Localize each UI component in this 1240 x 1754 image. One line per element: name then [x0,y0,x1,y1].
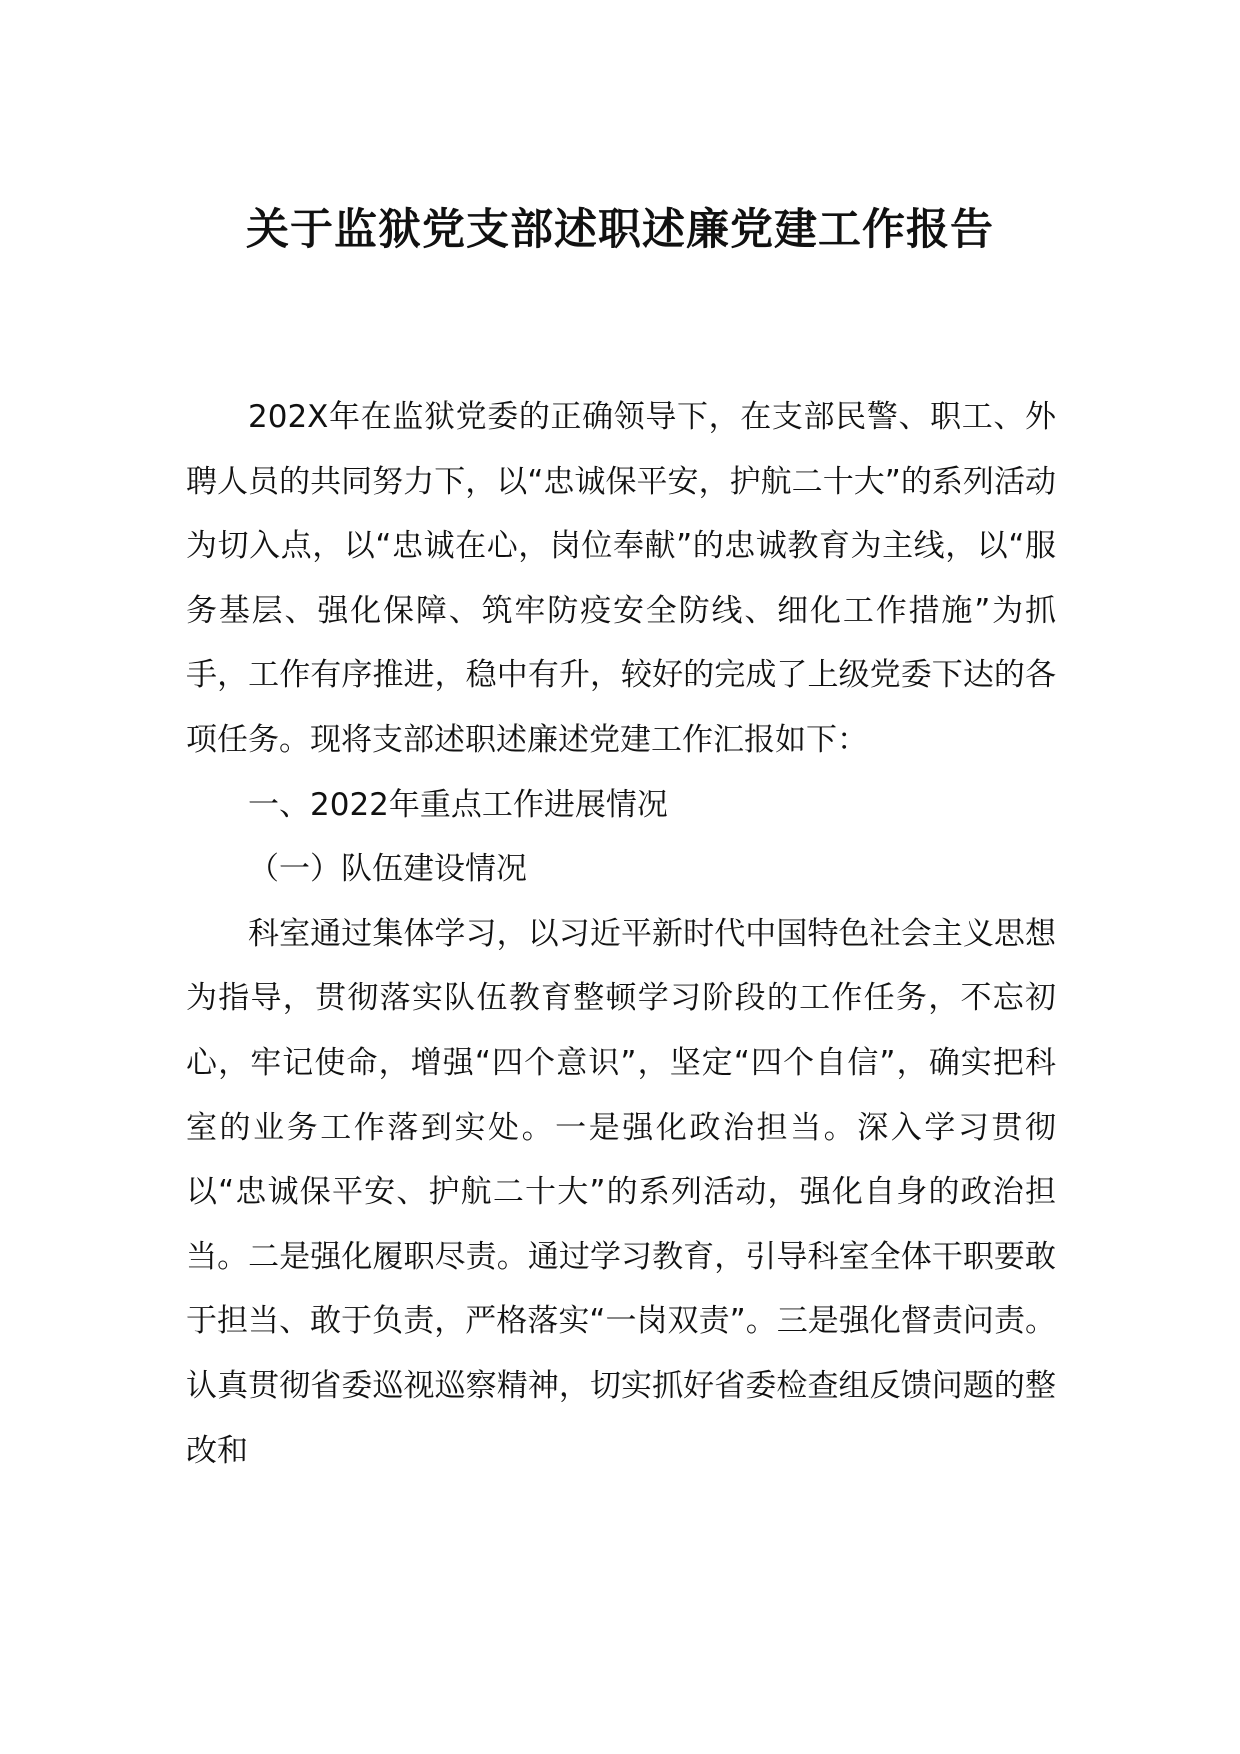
document-body [186,385,1056,1483]
subsection-heading: （一）队伍建设情况 [248,851,527,888]
team-building-paragraph: 科室通过集体学习，以习近平新时代中国特色社会主义思想为指导，贯彻落实队伍教育整顿学习阶段的工作任务，不忘初心，牢记使命，增强“四个意识”，坚定“四个自信”，确实把科室的业务工作落到实处。一是强化政治担当。深入学习贯彻以“忠诚保平安、护航二十大”的系列活动，强化自身的政治担当。二是强化履职尽责。通过学习教育，引导科室全体干职要敢于担当、敢于负责，严格落实“一岗双责”。三是强化督责问责。认真贯彻省委巡视巡察精神，切实抓好省委检查组反馈问题的整改和 [186,915,1056,1469]
intro-paragraph: 202X年在监狱党委的正确领导下，在支部民警、职工、外聘人员的共同努力下，以“忠诚保平安，护航二十大”的系列活动为切入点，以“忠诚在心，岗位奉献”的忠诚教育为主线，以“服务基层、强化保障、筑牢防疫安全防线、细化工作措施”为抓手，工作有序推进，稳中有升，较好的完成了上级党委下达的各项任务。现将支部述职述廉述党建工作汇报如下： [186,399,1056,758]
document-title: 关于监狱党支部述职述廉党建工作报告 [246,205,994,255]
section-heading: 一、2022年重点工作进展情况 [248,786,668,823]
